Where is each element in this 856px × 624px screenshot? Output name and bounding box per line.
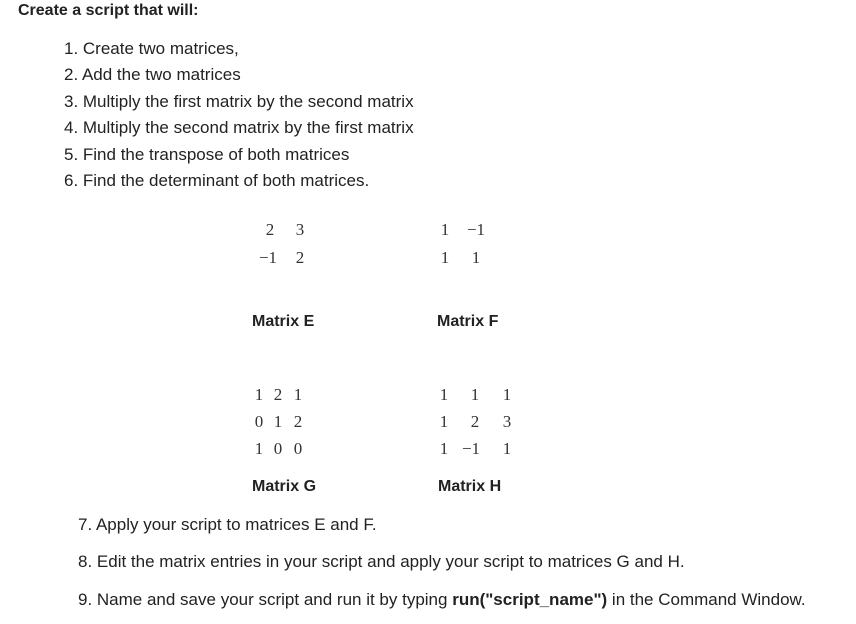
matrix-cell: 2	[265, 220, 275, 239]
matrix-cell: −1	[258, 248, 278, 267]
step-9-prefix: 9. Name and save your script and run it by typing	[78, 590, 453, 609]
matrix-cell: 2	[295, 248, 305, 267]
step-3: 3. Multiply the first matrix by the second matrix	[64, 91, 414, 111]
matrix-cell: 1	[470, 385, 480, 404]
matrix-cell: 0	[293, 439, 303, 458]
matrix-f-label: Matrix F	[437, 313, 499, 330]
matrix-g	[248, 385, 338, 465]
matrix-cell: 2	[273, 385, 283, 404]
step-1: 1. Create two matrices,	[64, 39, 239, 58]
matrix-cell: 3	[295, 220, 305, 239]
step-5: 5. Find the transpose of both matrices	[64, 144, 350, 164]
step-2: 2. Add the two matrices	[64, 65, 241, 85]
matrix-e-label: Matrix E	[252, 313, 315, 330]
matrix-cell: 1	[254, 439, 264, 458]
matrix-cell: 1	[502, 439, 512, 458]
matrix-h-label: Matrix H	[438, 478, 502, 495]
matrix-cell: 1	[254, 385, 264, 404]
matrix-e	[254, 220, 324, 270]
matrix-h	[433, 385, 533, 465]
matrix-cell: 2	[470, 412, 480, 431]
matrix-cell: 3	[502, 412, 512, 431]
matrix-cell: 1	[471, 248, 481, 267]
step-9-suffix: in the Command Window.	[607, 590, 806, 609]
matrix-cell: 1	[440, 220, 450, 239]
step-4: 4. Multiply the second matrix by the first matrix	[64, 118, 414, 138]
step-8: 8. Edit the matrix entries in your script and apply your script to matrices G and H.	[78, 552, 685, 571]
matrix-cell: 1	[439, 412, 449, 431]
instruction-list	[64, 38, 414, 196]
matrix-g-label: Matrix G	[252, 478, 317, 495]
matrix-cell: 2	[293, 412, 303, 431]
matrix-cell: 1	[502, 385, 512, 404]
matrix-cell: 1	[439, 439, 449, 458]
matrix-cell: 1	[439, 385, 449, 404]
matrix-f	[434, 220, 504, 270]
matrix-cell: −1	[461, 439, 481, 458]
page-heading: Create a script that will:	[18, 2, 199, 19]
matrix-cell: 1	[440, 248, 450, 267]
matrix-cell: 0	[273, 439, 283, 458]
matrix-cell: 1	[273, 412, 283, 431]
run-command-text: run("script_name")	[452, 590, 608, 609]
matrix-cell: 1	[293, 385, 303, 404]
step-9	[78, 589, 806, 611]
matrix-cell: 0	[254, 412, 264, 431]
matrix-cell: −1	[466, 220, 486, 239]
step-6: 6. Find the determinant of both matrices.	[64, 170, 370, 190]
step-7: 7. Apply your script to matrices E and F.	[78, 515, 377, 534]
